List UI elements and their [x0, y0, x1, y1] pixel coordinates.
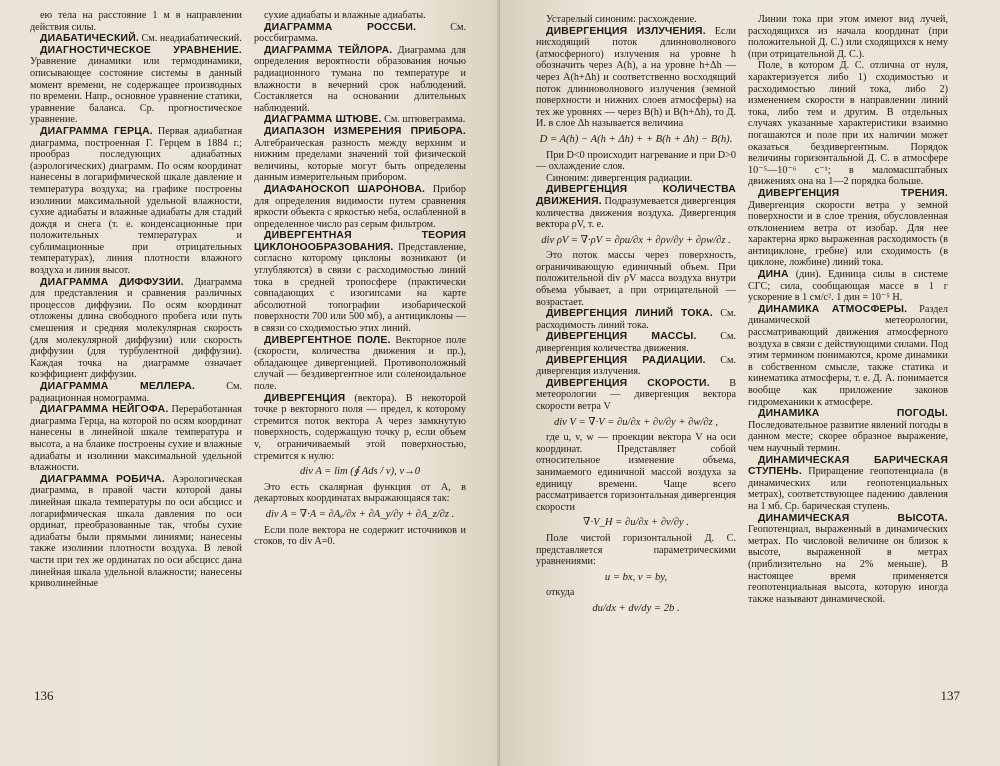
entry-text: ею тела на расстояние 1 м в направлении действия силы.	[30, 10, 242, 33]
entry-headword: ДИАБАТИЧЕСКИЙ.	[40, 33, 139, 45]
text-paragraph	[536, 14, 736, 26]
text-paragraph	[254, 525, 466, 548]
dictionary-entry	[536, 26, 736, 130]
dictionary-entry	[748, 188, 948, 269]
entry-text: (вектора). В некоторой точке p векторного поля — предел, к которому стремится поток вектора A через замкнутую поверхность, содержащую точку p, если объем v, ограничиваемый этой поверхностью, стремится к нулю:	[254, 392, 466, 462]
formula: div A = lim (∮ Ads / v), v→0	[299, 466, 421, 478]
right-page	[500, 0, 1000, 766]
entry-headword: ДИНАМИКА АТМОСФЕРЫ.	[758, 303, 908, 315]
entry-text: В метеорологии — дивергенция вектора скорости ветра V	[536, 377, 736, 412]
entry-text: См. дивергенция количества движения.	[536, 331, 736, 355]
text-paragraph	[536, 250, 736, 308]
formula: D = A(h) − A(h + Δh) + + B(h + Δh) − B(h).	[539, 133, 733, 145]
text-paragraph	[254, 482, 466, 505]
entry-text: Поле, в котором Д. С. отлична от нуля, характеризуется либо 1) сходимостью и расходимостью линий тока, либо 2) изменением скорости в направлении линий тока, либо тем и другим. В отдельных случаях указанные характеристики взаимно погашаются и поле при их наличии может оказаться бездивергентным. Порядок величины горизонтальной Д. С. в атмосфере 10⁻⁵—10⁻⁶ с⁻¹; в маломасштабных движениях она на 1—2 порядка больше.	[748, 60, 948, 188]
formula: ∇·V_H = ∂u/∂x + ∂v/∂y .	[583, 517, 689, 529]
text-paragraph	[536, 533, 736, 568]
right-column-1	[536, 14, 736, 664]
entry-headword: ДИВЕРГЕНЦИЯ РАДИАЦИИ.	[546, 354, 706, 366]
entry-headword: ДИАГРАММА ГЕРЦА.	[40, 125, 153, 137]
entry-headword: ДИАГРАММА НЕЙГОФА.	[40, 404, 169, 416]
dictionary-entry	[30, 277, 242, 381]
dictionary-entry	[30, 33, 242, 45]
entry-text: Диаграмма для определения вероятности образования ночью радиационного тумана по температуре и влажности в вечерний срок наблюдений. Составляется на основании длительных наблюдений.	[254, 44, 466, 114]
dictionary-entry	[254, 230, 466, 334]
text-paragraph	[536, 150, 736, 173]
entry-text: Переработанная диаграмма Герца, на которой по осям координат нанесены в линейной шкале температура и высота, а на бланке построены сухие и влажные адиабаты и изолинии максимальной удельной влажности.	[30, 404, 242, 474]
entry-headword: ДИВЕРГЕНЦИЯ ИЗЛУЧЕНИЯ.	[546, 25, 706, 37]
text-paragraph	[254, 10, 466, 22]
dictionary-entry	[254, 114, 466, 126]
dictionary-entry	[536, 184, 736, 230]
entry-headword: ДИВЕРГЕНЦИЯ ТРЕНИЯ.	[758, 187, 948, 199]
text-paragraph	[536, 173, 736, 185]
entry-text: Синоним: дивергенция радиации.	[546, 172, 693, 184]
entry-text: Алгебраическая разность между верхним и нижним пределами значений той физической величины, которые могут быть определены данным измерительным прибором.	[254, 137, 466, 184]
right-column-2	[748, 14, 948, 664]
formula: du/dx + dv/dy = 2b .	[592, 602, 680, 614]
entry-text: См. россбиграмма.	[254, 21, 466, 45]
entry-text: Диаграмма для представления и сравнения различных процессов диффузии. По осям координат отложены длина свободного пробега или путь смешения и средняя молекулярная скорость (для молекулярной диффузии) или скорость диффузии (для турбулентной диффузии). Каждая точка на диаграмме означает коэффициент диффузии.	[30, 276, 242, 381]
dictionary-entry	[748, 455, 948, 513]
entry-text: Это есть скалярная функция от A, в декартовых координатах выражающаяся так:	[254, 481, 466, 505]
dictionary-entry	[748, 269, 948, 304]
entry-headword: ДИВЕРГЕНЦИЯ КОЛИЧЕСТВА ДВИЖЕНИЯ.	[536, 184, 736, 207]
entry-text: Раздел динамической метеорологии, рассматривающий движения атмосферного воздуха в связи с действующими силами. Под этим термином понимаются, кроме динамики в собственном смысле, также статика и кинематика атмосферы, т. е. Д. А. понимается вообще как приложение законов гидромеханики к атмосфере.	[748, 303, 948, 408]
entry-headword: ДИВЕРГЕНТНАЯ ТЕОРИЯ ЦИКЛОНООБРАЗОВАНИЯ.	[254, 230, 466, 253]
entry-headword: ДИНАМИКА ПОГОДЫ.	[758, 408, 948, 420]
text-paragraph	[536, 587, 736, 599]
left-column-2	[254, 10, 466, 660]
text-paragraph	[30, 10, 242, 33]
entry-headword: ДИНАМИЧЕСКАЯ ВЫСОТА.	[758, 512, 948, 524]
entry-text: сухие адиабаты и влажные адиабаты.	[264, 10, 426, 21]
entry-text: Это поток массы через поверхность, ограничивающую единичный объем. При положительной div ρV масса воздуха внутри объема убывает, а при отрицательной — возрастает.	[536, 250, 736, 308]
dictionary-entry	[254, 393, 466, 463]
entry-text: При D<0 происходит нагревание и при D>0 — охлаждение слоя.	[536, 149, 736, 173]
dictionary-entry	[748, 513, 948, 606]
entry-headword: ДИАГРАММА ДИФФУЗИИ.	[40, 276, 184, 288]
entry-text: См. дивергенция излучения.	[536, 354, 736, 378]
text-paragraph	[748, 14, 948, 60]
entry-headword: ДИАГРАММА МЕЛЛЕРА.	[40, 381, 196, 392]
dictionary-entry	[254, 45, 466, 115]
entry-text: Последовательное развитие явлений погоды в данном месте; скорее образное выражение, чем научный термин.	[748, 419, 948, 454]
entry-text: Представление, согласно которому циклоны возникают (и углубляются) в связи с расходимостью линий тока в средней тропосфере (практически совпадающих с изогипсами на карте абсолютной топографии изобарической поверхности 700 или 500 мб), а антициклоны — в связи со сходимостью этих линий.	[254, 241, 466, 335]
entry-headword: ДИВЕРГЕНЦИЯ	[264, 392, 346, 404]
entry-text: Линии тока при этом имеют вид лучей, расходящихся из начала координат (при положительной Д. С.) или сходящихся к нему (при отрицательной Д. С.).	[748, 14, 948, 60]
dictionary-entry	[748, 408, 948, 454]
entry-headword: ДИВЕРГЕНЦИЯ МАССЫ.	[546, 331, 697, 343]
dictionary-entry	[536, 331, 736, 354]
dictionary-entry	[30, 381, 242, 404]
entry-headword: ДИНА	[758, 269, 789, 281]
formula: u = bx, v = by,	[604, 571, 668, 583]
entry-text: Аэрологическая диаграмма, в правой части которой даны линейная шкала температуры по оси абсцисс и логарифмическая шкала давления по оси ординат, преобразованные так, чтобы сухие адиабаты были прямыми линиями; нанесены также изолинии плотности воздуха. В левой части при тех же ординатах по оси абсцисс дана линейная шкала удельной влажности; нанесены криволинейные	[30, 473, 242, 590]
entry-text: Уравнение динамики или термодинамики, описывающее состояние системы в данный момент времени, не содержащее производных по времени. Напр., основное уравнение статики, уравнение баланса. Ср. прогностическое уравнение.	[30, 56, 242, 126]
page-number-left: 136	[34, 688, 54, 703]
entry-headword: ДИВЕРГЕНЦИЯ СКОРОСТИ.	[546, 377, 710, 389]
entry-text: Первая адиабатная диаграмма, построенная Г. Герцем в 1884 г.; прообраз последующих адиабатных (аэрологических) диаграмм. По осям координат нанесены в логарифмической шкале давление и температура воздуха; на графике построены изолинии максимальной удельной влажности, сухие адиабаты и влажные адиабаты для стадий дождя и снега (т. е. конденсационные при положительных температурах и сублимационные при отрицательных температурах), линия плотности влажного воздуха и линия высот.	[30, 125, 242, 277]
dictionary-entry	[30, 45, 242, 126]
entry-text: откуда	[546, 587, 575, 599]
entry-text: Устарелый синоним: расхождение.	[546, 14, 697, 25]
dictionary-entry	[536, 378, 736, 413]
entry-headword: ДИАГРАММА ТЕЙЛОРА.	[264, 44, 393, 56]
entry-text: Если нисходящий поток длинноволнового (атмосферного) излучения на уровне h обозначить через A(h), а на уровне h+Δh — через A(h+Δh) и соответственно восходящий поток длинноволнового излучения (земной поверхности и нижних слоев атмосферы) на тех же уровнях — через B(h) и B(h+Δh), то Д. И. в слое Δh называется величина	[536, 25, 736, 130]
dictionary-entry	[748, 304, 948, 408]
entry-headword: ДИАГРАММА ШТЮВЕ.	[264, 114, 382, 126]
page-number-right: 137	[940, 688, 960, 703]
entry-text: где u, v, w — проекции вектора V на оси координат. Представляет собой относительное изменение объема, занимаемого единичной массой воздуха за единицу времени. Чаще всего рассматривается горизонтальная дивергенция скорости	[536, 432, 736, 513]
entry-text: См. расходимость линий тока.	[536, 308, 736, 331]
text-paragraph	[536, 432, 736, 513]
entry-headword: ДИНАМИЧЕСКАЯ БАРИЧЕСКАЯ СТУПЕНЬ.	[748, 454, 948, 478]
entry-headword: ДИАФАНОСКОП ШАРОНОВА.	[264, 183, 426, 195]
entry-text: Если поле вектора не содержит источников и стоков, то div A=0.	[254, 524, 466, 548]
entry-headword: ДИВЕРГЕНЦИЯ ЛИНИЙ ТОКА.	[546, 308, 713, 320]
entry-headword: ДИВЕРГЕНТНОЕ ПОЛЕ.	[264, 334, 391, 346]
entry-text: (дин). Единица силы в системе СГС; сила, сообщающая массе в 1 г ускорение в 1 см/с². 1 дин = 10⁻⁵ Н.	[748, 269, 948, 304]
entry-headword: ДИАПАЗОН ИЗМЕРЕНИЯ ПРИБОРА.	[264, 125, 466, 137]
dictionary-entry	[254, 126, 466, 184]
entry-text: Дивергенция скорости ветра у земной поверхности и в слое трения, обусловленная отклонением ветра от изобар. Для нее характерна ярко выраженная расходимость (в антициклоне, гребне) или сходимость (в циклоне, ложбине) линий тока.	[748, 199, 948, 269]
formula: div A = ∇·A = ∂Aₓ/∂x + ∂A_y/∂y + ∂A_z/∂z .	[265, 508, 455, 520]
entry-text: См. неадиабатический.	[138, 33, 242, 45]
entry-text: Прибор для определения видимости путем сравнения яркости объекта с яркостью неба, ослабленной в определенное число раз серым фильтром.	[254, 183, 466, 230]
entry-headword: ДИАГНОСТИЧЕСКОЕ УРАВНЕНИЕ.	[40, 44, 242, 56]
entry-text: Геопотенциал, выраженный в динамических метрах. По числовой величине он близок к высоте, выраженной в метрах (приблизительно на 2% меньше). В настоящее время применяется геопотенциальная высота, которую иногда также называют динамической.	[748, 524, 948, 605]
entry-text: Поле чистой горизонтальной Д. С. представляется параметрическими уравнениями:	[536, 532, 736, 568]
dictionary-entry	[30, 404, 242, 474]
dictionary-entry	[536, 355, 736, 378]
entry-headword: ДИАГРАММА РОССБИ.	[264, 21, 417, 33]
formula: div V = ∇·V = ∂u/∂x + ∂v/∂y + ∂w/∂z ,	[553, 416, 719, 428]
dictionary-entry	[254, 335, 466, 393]
entry-text: Подразумевается дивергенция количества движения воздуха. Дивергенция вектора ρV, т. е.	[536, 195, 736, 231]
dictionary-entry	[30, 126, 242, 277]
dictionary-entry	[254, 184, 466, 230]
entry-text: См. радиационная номограмма.	[30, 381, 242, 404]
text-paragraph	[748, 60, 948, 188]
formula: div ρV = ∇·ρV = ∂ρu/∂x + ∂ρv/∂y + ∂ρw/∂z .	[541, 234, 731, 246]
left-column-1	[30, 10, 242, 660]
entry-headword: ДИАГРАММА РОБИЧА.	[40, 473, 165, 485]
dictionary-entry	[536, 308, 736, 331]
dictionary-entry	[30, 474, 242, 590]
entry-text: Приращение геопотенциала (в динамических или геопотенциальных метрах), соответствующее падению давления на 1 мб. Ср. барическая ступень.	[748, 466, 948, 512]
entry-text: Векторное поле (скорости, количества движения и пр.), обладающее дивергенцией. Противоположный случай — бездивергентное или соленоидальное поле.	[254, 334, 466, 392]
entry-text: См. штювеграмма.	[381, 114, 466, 126]
dictionary-entry	[254, 22, 466, 45]
